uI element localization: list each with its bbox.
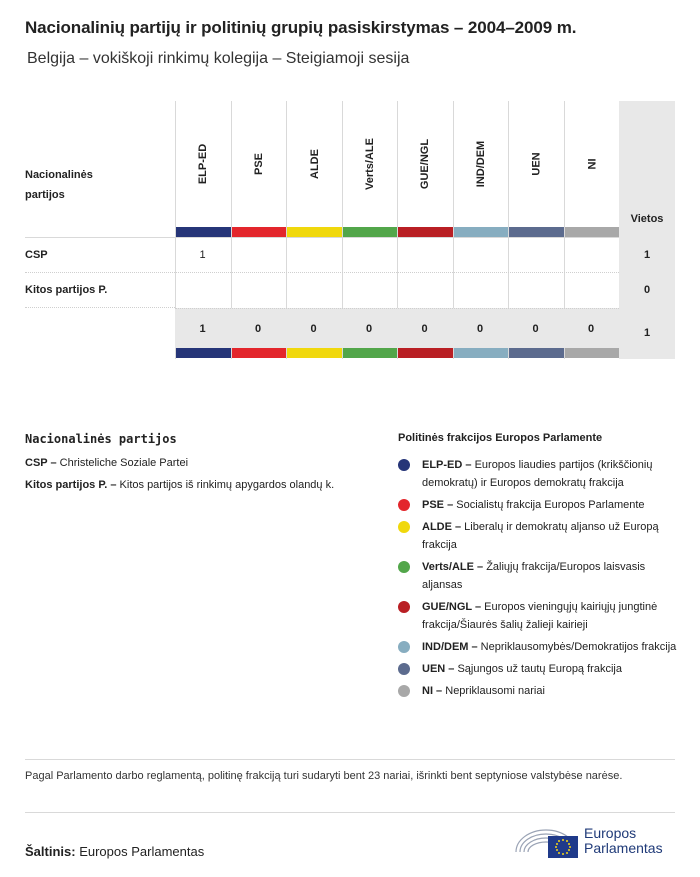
group-color-bar [509, 227, 564, 237]
group-abbr: NI – [422, 685, 443, 697]
seat-count-cell [175, 273, 230, 308]
group-abbr: GUE/NGL – [422, 601, 482, 613]
group-abbr: ELP-ED – [422, 459, 472, 471]
group-column-header [565, 101, 620, 226]
seat-count-cell [564, 238, 619, 273]
party-legend-heading: Nacionalinės partijos [25, 432, 177, 446]
source-line [25, 844, 204, 859]
group-legend-item [398, 638, 678, 656]
party-legend [25, 432, 375, 500]
group-legend-item [398, 598, 678, 634]
group-color-bar [287, 227, 342, 237]
group-column-header [343, 101, 398, 226]
group-color-bar [232, 348, 287, 358]
seat-count-cell [342, 273, 397, 308]
seat-count-cell [453, 273, 508, 308]
group-column-header [176, 101, 231, 226]
page-title: Nacionalinių partijų ir politinių grupių pasiskirstymas – 2004–2009 m. [25, 18, 577, 37]
seat-count-cell [397, 273, 452, 308]
group-legend-item [398, 682, 678, 700]
distribution-table [25, 101, 675, 359]
seat-count-cell [453, 238, 508, 273]
group-color-bar [454, 348, 509, 358]
party-column-header: Nacionalinės partijos [25, 169, 93, 201]
rules-note: Pagal Parlamento darbo reglamentą, politinę frakciją turi sudaryti bent 23 nariai, išrinkti bent septyniose valstybėse narėse. [25, 770, 623, 782]
group-color-dot [398, 641, 410, 653]
group-legend-item [398, 518, 678, 554]
group-color-bar [287, 348, 342, 358]
group-legend [398, 432, 678, 704]
seat-count-cell [342, 238, 397, 273]
group-full-name: Nepriklausomi nariai [442, 685, 545, 697]
logo-line-2: Parlamentas [584, 840, 663, 856]
logo-text [584, 826, 663, 856]
hemicycle-icon [514, 822, 578, 862]
row-seats-cell: 0 [643, 284, 651, 296]
group-full-name: Europos vieningųjų kairiųjų jungtinė frakcija/Šiaurės šalių žalieji kairieji [422, 601, 658, 631]
group-abbr: UEN – [422, 663, 455, 675]
group-color-dot [398, 561, 410, 573]
party-name: Kitos partijos P. [25, 284, 108, 296]
group-color-dot [398, 499, 410, 511]
group-column-header [509, 101, 564, 226]
group-color-bar [343, 348, 398, 358]
seat-count-cell [286, 238, 341, 273]
total-seats-cell: 1 [643, 327, 651, 339]
party-abbr: CSP – [25, 457, 57, 469]
total-cell: 0 [476, 323, 484, 335]
group-label: Verts/ALE [364, 137, 376, 190]
totals-row [175, 308, 619, 348]
group-full-name: Liberalų ir demokratų aljanso už Europą frakcija [422, 521, 659, 551]
group-color-dot [398, 601, 410, 613]
seat-count-cell [508, 273, 563, 308]
seat-count-cell: 1 [199, 249, 206, 261]
totals-separator [25, 307, 175, 308]
group-full-name: Žaliųjų frakcija/Europos laisvasis aljansas [422, 561, 646, 591]
seats-column-header: Vietos [630, 213, 664, 225]
group-label: PSE [252, 152, 265, 175]
total-cell: 0 [254, 323, 262, 335]
seat-count-cell [286, 273, 341, 308]
group-legend-item [398, 660, 678, 678]
row-seats-cell: 1 [643, 249, 651, 261]
party-legend-item [25, 456, 375, 471]
group-column-header [287, 101, 342, 226]
group-column-header [454, 101, 509, 226]
group-abbr: ALDE – [422, 521, 462, 533]
group-color-bar [565, 348, 620, 358]
divider [25, 812, 675, 813]
party-legend-item [25, 478, 375, 493]
source-value: Europos Parlamentas [75, 844, 205, 859]
group-color-bar [454, 227, 509, 237]
party-name: CSP [25, 249, 48, 261]
group-label: IND/DEM [474, 140, 487, 187]
group-color-bar [176, 348, 231, 358]
group-label: UEN [530, 151, 543, 176]
group-color-bar [232, 227, 287, 237]
group-color-bar [176, 227, 231, 237]
group-color-bar [398, 348, 453, 358]
party-full-name: Kitos partijos iš rinkimų apygardos olandų k. [116, 479, 335, 491]
group-abbr: Verts/ALE – [422, 561, 484, 573]
group-color-bar [565, 227, 620, 237]
group-color-dot [398, 521, 410, 533]
group-color-bar [509, 348, 564, 358]
group-label: ELP-ED [197, 143, 210, 184]
table-row [25, 237, 651, 272]
group-abbr: PSE – [422, 499, 454, 511]
group-color-dot [398, 459, 410, 471]
group-legend-item [398, 456, 678, 492]
group-color-bar [398, 227, 453, 237]
seat-count-cell [508, 238, 563, 273]
group-label: ALDE [308, 148, 321, 179]
group-label: NI [586, 158, 598, 169]
group-legend-item [398, 496, 678, 514]
total-cell: 0 [421, 323, 428, 335]
group-full-name: Socialistų frakcija Europos Parlamente [453, 499, 645, 511]
group-abbr: IND/DEM – [422, 641, 478, 653]
total-cell: 0 [532, 323, 539, 335]
divider [25, 759, 675, 760]
group-color-bar [343, 227, 398, 237]
seat-count-cell [397, 238, 452, 273]
seat-count-cell [564, 273, 619, 308]
party-abbr: Kitos partijos P. – [25, 479, 117, 491]
seat-count-cell [231, 273, 286, 308]
european-parliament-logo [514, 822, 676, 862]
group-legend-heading: Politinės frakcijos Europos Parlamente [398, 432, 603, 444]
logo-line-1: Europos [584, 825, 637, 841]
group-legend-item [398, 558, 678, 594]
group-full-name: Sąjungos už tautų Europą frakcija [454, 663, 622, 675]
total-cell: 0 [365, 323, 373, 335]
table-row [25, 272, 651, 307]
page-subtitle: Belgija – vokiškoji rinkimų kolegija – Steigiamoji sesija [27, 50, 410, 67]
group-color-dot [398, 685, 410, 697]
group-column-header [232, 101, 287, 226]
source-label: Šaltinis: [25, 844, 76, 859]
group-full-name: Europos liaudies partijos (krikščionių demokratų) ir Europos demokratų frakcija [422, 459, 653, 489]
total-cell: 1 [199, 323, 206, 335]
party-full-name: Christeliche Soziale Partei [56, 457, 189, 469]
total-cell: 0 [310, 323, 317, 335]
total-cell: 0 [587, 323, 595, 335]
group-label: GUE/NGL [419, 138, 432, 189]
group-color-dot [398, 663, 410, 675]
seat-count-cell [231, 238, 286, 273]
group-column-header [398, 101, 453, 226]
group-full-name: Nepriklausomybės/Demokratijos frakcija [477, 641, 677, 653]
